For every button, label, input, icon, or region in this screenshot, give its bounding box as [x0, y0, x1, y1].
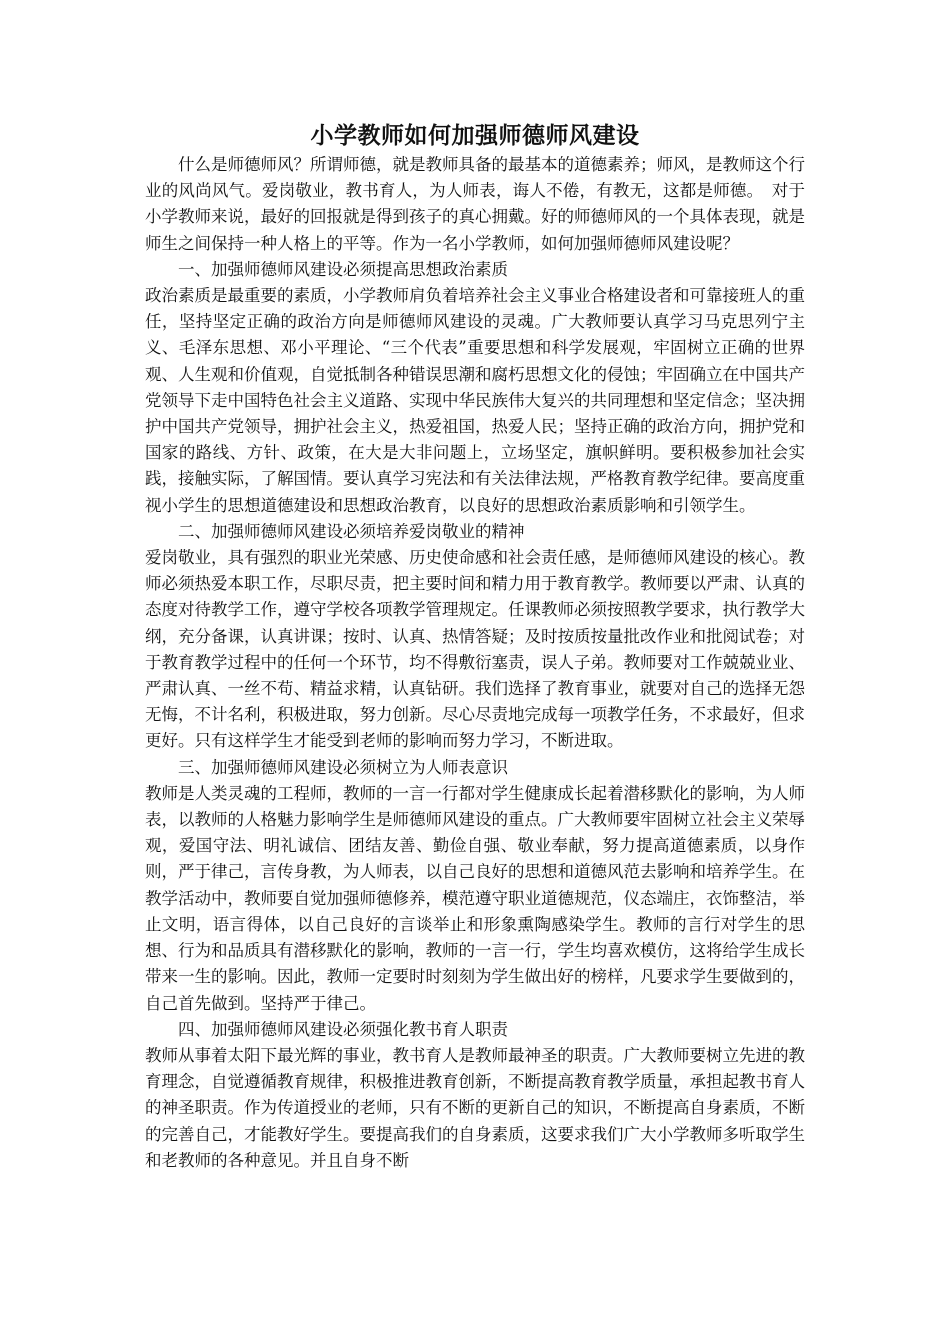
document-title: 小学教师如何加强师德师风建设: [310, 122, 640, 149]
section-3-body: 教师是人类灵魂的工程师，教师的一言一行都对学生健康成长起着潜移默化的影响，为人师表，以教师的人格魅力影响学生是师德师风建设的重点。广大教师要牢固树立社会主义荣辱观，爱国守法、明礼诚信、团结友善、勤俭自强、敬业奉献，努力提高道德素质，以身作则，严于律己，言传身教，为人师表，以自己良好的思想和道德风范去影响和培养学生。在教学活动中，教师要自觉加强师德修养，模范遵守职业道德规范，仪态端庄，衣饰整洁，举止文明，语言得体，以自己良好的言谈举止和形象熏陶感染学生。教师的言行对学生的思想、行为和品质具有潜移默化的影响，教师的一言一行，学生均喜欢模仿，这将给学生成长带来一生的影响。因此，教师一定要时时刻刻为学生做出好的榜样，凡要求学生要做到的，自己首先做到。坚持严于律己。: [145, 783, 805, 1013]
section-2-body: 爱岗敬业，具有强烈的职业光荣感、历史使命感和社会责任感，是师德师风建设的核心。教师必须热爱本职工作，尽职尽责，把主要时间和精力用于教育教学。教师要以严肃、认真的态度对待教学工作，遵守学校各项教学管理规定。任课教师必须按照教学要求，执行教学大纲，充分备课，认真讲课；按时、认真、热情答疑；及时按质按量批改作业和批阅试卷；对于教育教学过程中的任何一个环节，均不得敷衍塞责，误人子弟。教师要对工作兢兢业业、严肃认真、一丝不苟、精益求精，认真钻研。我们选择了教育事业，就要对自己的选择无怨无悔，不计名利，积极进取，努力创新。尽心尽责地完成每一项教学任务，不求最好，但求更好。只有这样学生才能受到老师的影响而努力学习，不断进取。: [145, 548, 805, 751]
intro-paragraph: 什么是师德师风？所谓师德，就是教师具备的最基本的道德素养；师风，是教师这个行业的风尚风气。爱岗敬业，教书育人，为人师表，诲人不倦，有教无，这都是师德。 对于小学教师来说，最好的回报就是得到孩子的真心拥戴。好的师德师风的一个具体表现，就是师生之间保持一种人格上的平等。作为一名小学教师，如何加强师德师风建设呢？: [145, 155, 805, 253]
section-2-heading: 二、加强师德师风建设必须培养爱岗敬业的精神: [178, 521, 525, 541]
section-3-heading: 三、加强师德师风建设必须树立为人师表意识: [178, 757, 508, 777]
section-4-heading: 四、加强师德师风建设必须强化教书育人职责: [178, 1019, 508, 1039]
document-page: [145, 120, 805, 1174]
section-1-body: 政治素质是最重要的素质，小学教师肩负着培养社会主义事业合格建设者和可靠接班人的重任，坚持坚定正确的政治方向是师德师风建设的灵魂。广大教师要认真学习马克思列宁主义、毛泽东思想、邓小平理论、“三个代表”重要思想和科学发展观，牢固树立正确的世界观、人生观和价值观，自觉抵制各种错误思潮和腐朽思想文化的侵蚀；牢固确立在中国共产党领导下走中国特色社会主义道路、实现中华民族伟大复兴的共同理想和坚定信念；坚决拥护中国共产党领导，拥护社会主义，热爱祖国，热爱人民；坚持正确的政治方向，拥护党和国家的路线、方针、政策，在大是大非问题上，立场坚定，旗帜鲜明。要积极参加社会实践，接触实际，了解国情。要认真学习宪法和有关法律法规，严格教育教学纪律。要高度重视小学生的思想道德建设和思想政治教育，以良好的思想政治素质影响和引领学生。: [145, 286, 805, 515]
section-1-heading: 一、加强师德师风建设必须提高思想政治素质: [178, 259, 508, 279]
section-4-body: 教师从事着太阳下最光辉的事业，教书育人是教师最神圣的职责。广大教师要树立先进的教育理念，自觉遵循教育规律，积极推进教育创新，不断提高教育教学质量，承担起教书育人的神圣职责。作为传道授业的老师，只有不断的更新自己的知识，不断提高自身素质，不断的完善自己，才能教好学生。要提高我们的自身素质，这要求我们广大小学教师多听取学生和老教师的各种意见。并且自身不断: [145, 1045, 805, 1170]
